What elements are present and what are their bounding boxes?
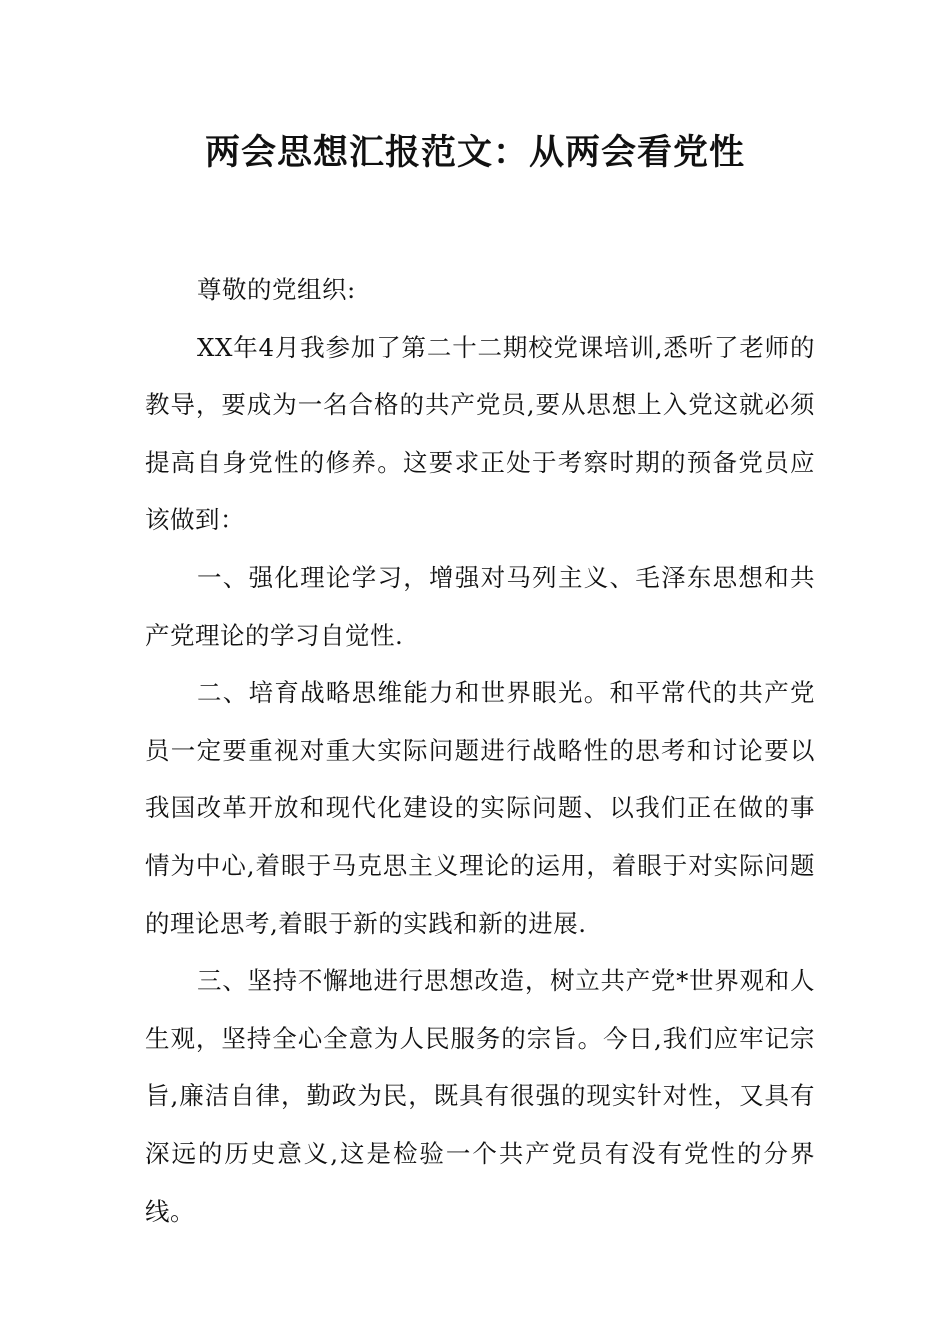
document-title: 两会思想汇报范文：从两会看党性 xyxy=(204,133,745,173)
document-body xyxy=(145,261,815,1240)
paragraph-point-one: 一、强化理论学习，增强对马列主义、毛泽东思想和共产党理论的学习自觉性. xyxy=(145,562,815,650)
paragraph-point-three: 三、坚持不懈地进行思想改造，树立共产党*世界观和人生观，坚持全心全意为人民服务的宗旨。今日,我们应牢记宗旨,廉洁自律，勤政为民，既具有很强的现实针对性，又具有深远的历史意义,这是检验一个共产党员有没有党性的分界线。 xyxy=(145,966,815,1226)
paragraph-point-two: 二、培育战略思维能力和世界眼光。和平常代的共产党员一定要重视对重大实际问题进行战略性的思考和讨论要以我国改革开放和现代化建设的实际问题、以我们正在做的事情为中心,着眼于马克思主义理论的运用，着眼于对实际问题的理论思考,着眼于新的实践和新的进展. xyxy=(145,678,815,938)
paragraph-intro: XX年4月我参加了第二十二期校党课培训,悉听了老师的教导，要成为一名合格的共产党员,要从思想上入党这就必须提高自身党性的修养。这要求正处于考察时期的预备党员应该做到： xyxy=(145,332,815,535)
salutation: 尊敬的党组织: xyxy=(197,275,356,304)
